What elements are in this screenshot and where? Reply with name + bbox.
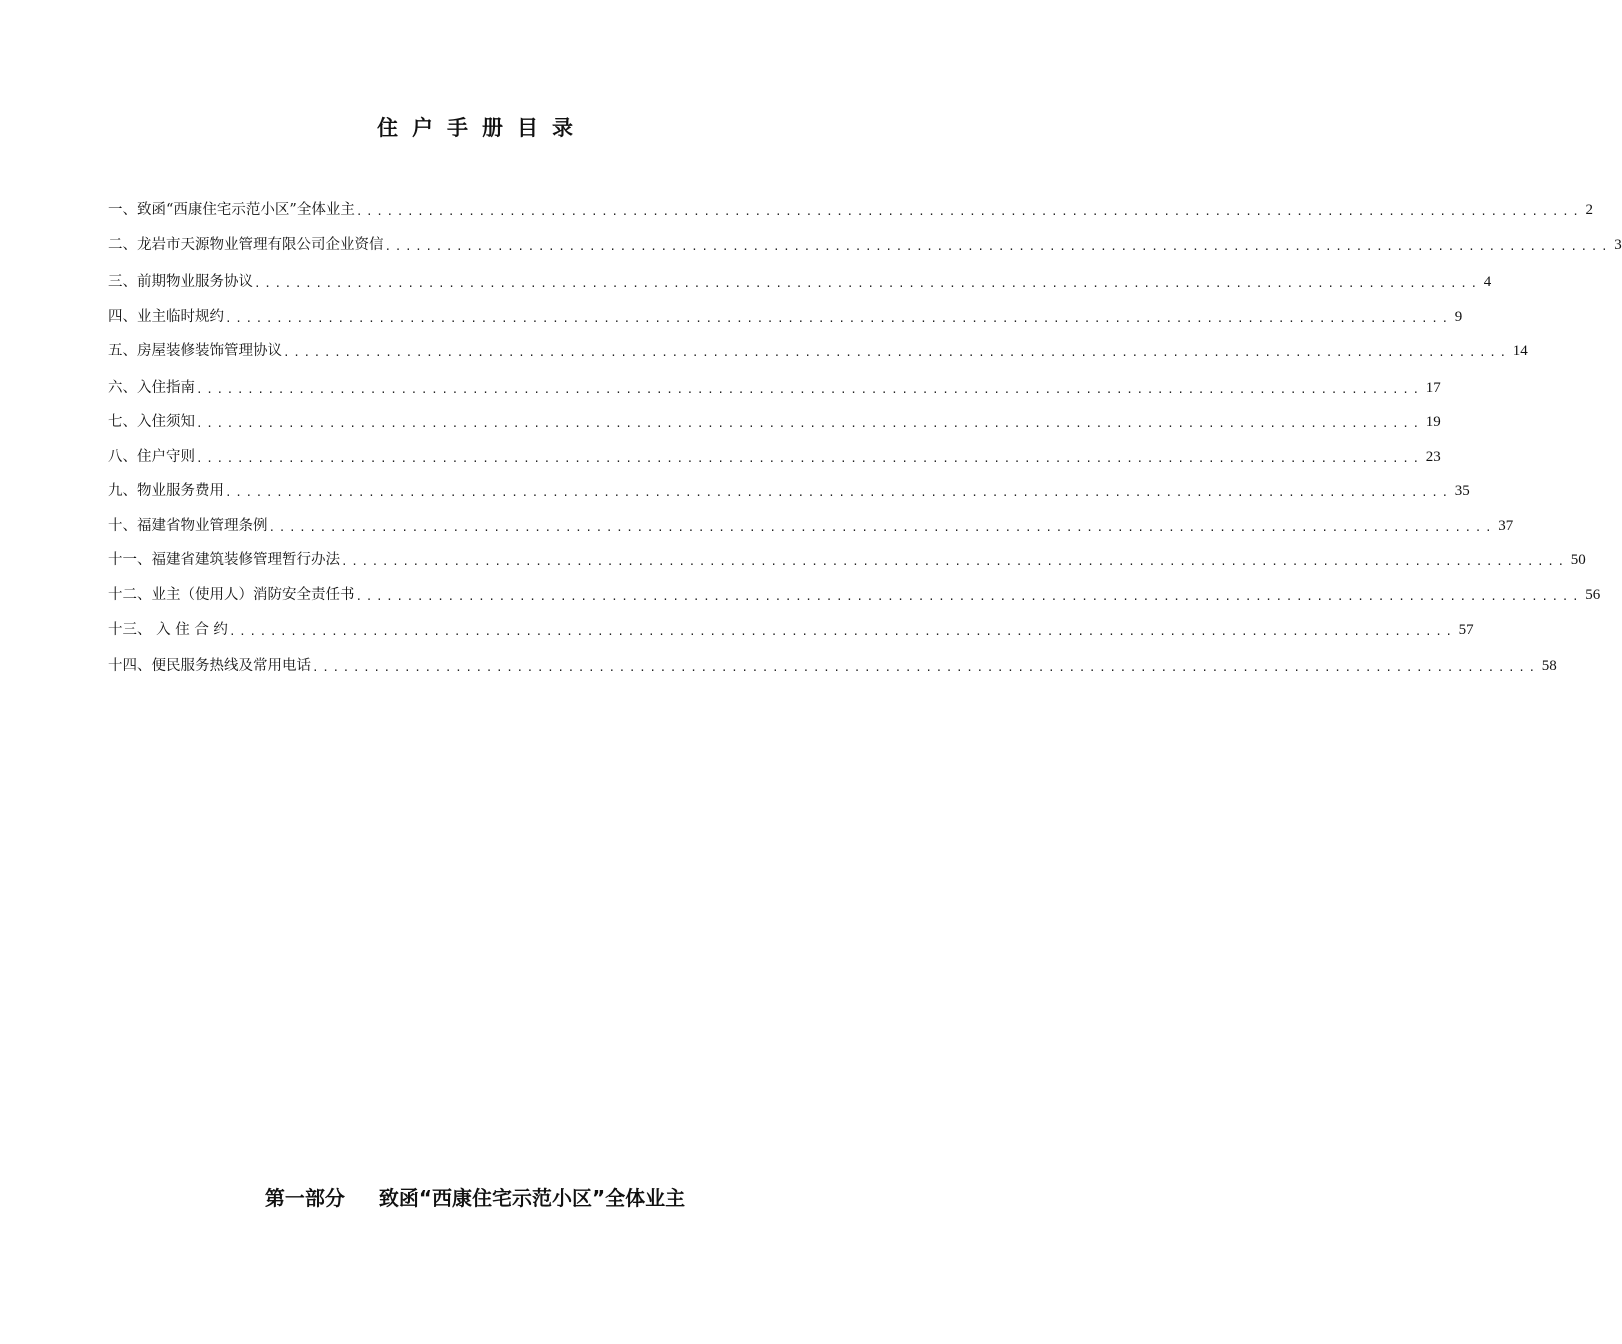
toc-entry-text: 七、入住须知 xyxy=(108,414,195,430)
toc-entry-text: 二、龙岩市天源物业管理有限公司企业资信 xyxy=(108,237,384,253)
dot-leader: ........................................................................................................................ xyxy=(384,240,1612,253)
toc-entry-page: 2 xyxy=(1585,202,1594,218)
toc-entry-page: 17 xyxy=(1425,380,1441,396)
toc-entry[interactable] xyxy=(108,617,1474,643)
toc-entry-page: 9 xyxy=(1454,309,1463,325)
dot-leader: ........................................................................................................................ xyxy=(341,555,1568,568)
dot-leader: ........................................................................................................................ xyxy=(312,661,1539,674)
toc-entry-page: 50 xyxy=(1570,552,1586,568)
section-title: 致函“西康住宅示范小区”全体业主 xyxy=(378,1186,686,1210)
section-part-label: 第一部分 xyxy=(264,1186,345,1210)
toc-entry-text: 三、前期物业服务协议 xyxy=(108,274,253,290)
toc-entry-page: 58 xyxy=(1541,658,1557,674)
toc-entry-text: 十二、业主（使用人）消防安全责任书 xyxy=(108,587,355,603)
toc-entry-text: 九、物业服务费用 xyxy=(108,483,224,499)
toc-entry-text: 一、致函“西康住宅示范小区”全体业主 xyxy=(108,202,355,218)
toc-entry-page: 37 xyxy=(1498,518,1514,534)
toc-entry-page: 14 xyxy=(1512,343,1528,359)
toc-entry-page: 35 xyxy=(1454,483,1470,499)
toc-entry-text: 四、业主临时规约 xyxy=(108,309,224,325)
dot-leader: ........................................................................................................................ xyxy=(355,205,1583,218)
toc-entry[interactable] xyxy=(108,478,1470,504)
dot-leader: ........................................................................................................................ xyxy=(225,312,1452,325)
dot-leader: ........................................................................................................................ xyxy=(225,486,1452,499)
dot-leader: ........................................................................................................................ xyxy=(228,625,1456,638)
dot-leader: ........................................................................................................................ xyxy=(355,590,1583,603)
toc-title: 住户手册目录 xyxy=(377,115,587,140)
toc-entry-text: 八、住户守则 xyxy=(108,449,195,465)
toc-entry-text: 十三、 入 住 合 约 xyxy=(108,622,228,638)
toc-entry[interactable] xyxy=(108,513,1514,539)
toc-entry-text: 十四、便民服务热线及常用电话 xyxy=(108,658,311,674)
toc-entry-page: 23 xyxy=(1425,449,1441,465)
section-heading xyxy=(0,1182,950,1211)
dot-leader: ........................................................................................................................ xyxy=(268,521,1496,534)
toc-entry[interactable] xyxy=(108,269,1492,295)
dot-leader: ........................................................................................................................ xyxy=(196,417,1423,430)
toc-entry-page: 56 xyxy=(1585,587,1601,603)
dot-leader: ........................................................................................................................ xyxy=(196,383,1423,396)
toc-entry-page: 57 xyxy=(1458,622,1474,638)
toc-entry[interactable] xyxy=(108,375,1441,401)
toc-entry[interactable] xyxy=(108,304,1463,330)
toc-entry-text: 五、房屋装修装饰管理协议 xyxy=(108,343,282,359)
toc-entry-text: 六、入住指南 xyxy=(108,380,195,396)
toc-entry-page: 19 xyxy=(1425,414,1441,430)
toc-entry-page: 4 xyxy=(1483,274,1492,290)
toc-entry[interactable] xyxy=(108,653,1557,679)
toc-entry[interactable] xyxy=(108,338,1528,364)
toc-entry-page: 3 xyxy=(1614,237,1622,253)
toc-entry[interactable] xyxy=(108,409,1441,435)
toc-entry[interactable] xyxy=(108,582,1601,608)
toc-entry-text: 十一、福建省建筑装修管理暂行办法 xyxy=(108,552,340,568)
dot-leader: ........................................................................................................................ xyxy=(196,452,1423,465)
dot-leader: ........................................................................................................................ xyxy=(254,277,1481,290)
toc-entry[interactable] xyxy=(108,547,1586,573)
toc-entry[interactable] xyxy=(108,232,1622,258)
dot-leader: ........................................................................................................................ xyxy=(283,346,1510,359)
toc-entry-text: 十、福建省物业管理条例 xyxy=(108,518,268,534)
toc-entry[interactable] xyxy=(108,197,1594,223)
toc-entry[interactable] xyxy=(108,444,1441,470)
